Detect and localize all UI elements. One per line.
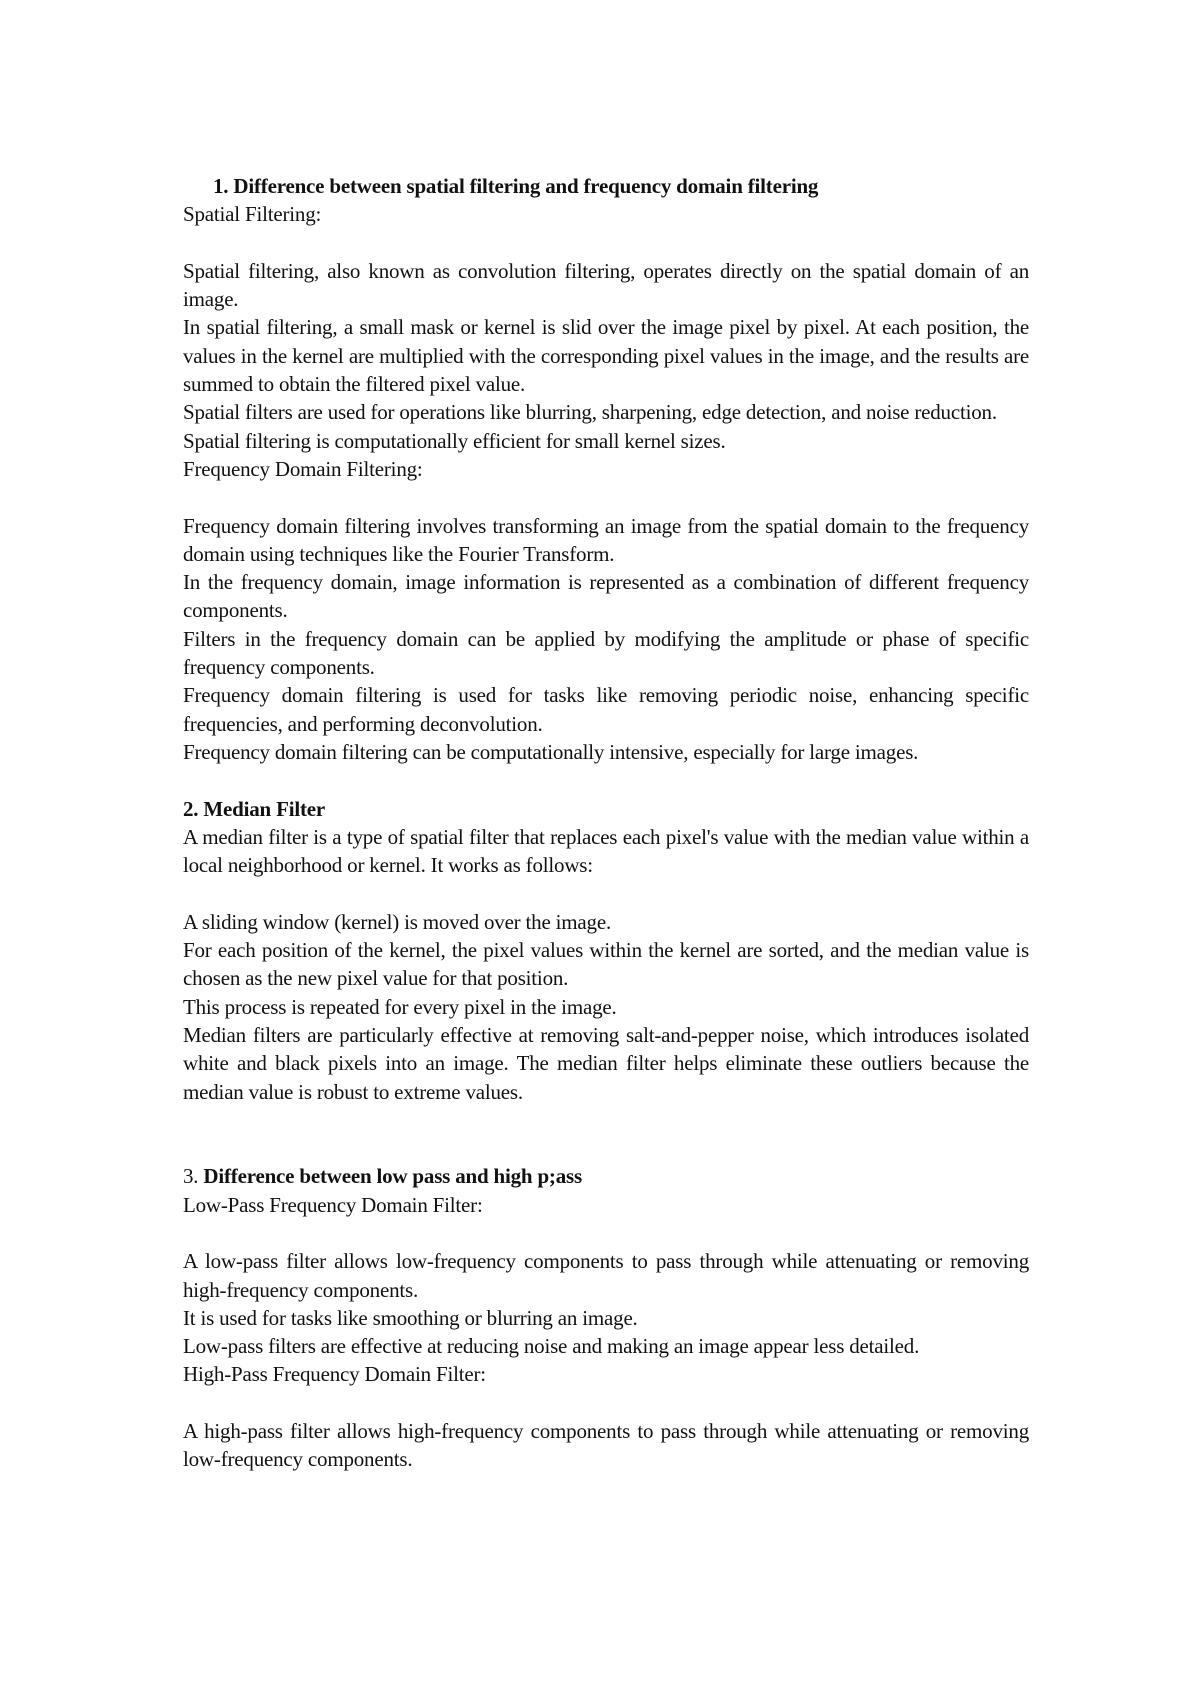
paragraph: For each position of the kernel, the pixel values within the kernel are sorted, and the median value is chosen as the new pixel value for that position. [183,938,1029,991]
paragraph: This process is repeated for every pixel in the image. [183,994,617,1019]
section-2-heading: 2. Median Filter [183,796,326,821]
spacer [183,1389,1029,1417]
high-pass-label: High-Pass Frequency Domain Filter: [183,1362,486,1387]
paragraph: In spatial filtering, a small mask or kernel is slid over the image pixel by pixel. At each position, the values in the kernel are multiplied with the corresponding pixel values in the image, and the results are summed to obtain the filtered pixel value. [183,315,1029,397]
spacer [183,229,1029,257]
paragraph: Spatial filters are used for operations like blurring, sharpening, edge detection, and noise reduction. [183,400,997,425]
paragraph: In the frequency domain, image information is represented as a combination of different frequency components. [183,570,1029,623]
section-1-heading: 1. Difference between spatial filtering and frequency domain filtering [213,174,819,198]
paragraph: Frequency domain filtering can be computationally intensive, especially for large images. [183,739,919,764]
frequency-domain-label: Frequency Domain Filtering: [183,456,423,481]
spatial-filtering-label: Spatial Filtering: [183,202,322,227]
document-body [183,172,1029,1474]
spacer [183,1106,1029,1163]
section-3-heading [183,1162,1029,1190]
low-pass-label: Low-Pass Frequency Domain Filter: [183,1192,483,1217]
paragraph: Low-pass filters are effective at reducing noise and making an image appear less detailed. [183,1334,920,1359]
paragraph: Frequency domain filtering is used for tasks like removing periodic noise, enhancing specific frequencies, and performing deconvolution. [183,683,1029,736]
paragraph: Median filters are particularly effective at removing salt-and-pepper noise, which introduces isolated white and black pixels into an image. The median filter helps eliminate these outliers because the median value is robust to extreme values. [183,1022,1029,1104]
spacer [183,483,1029,511]
paragraph: A low-pass filter allows low-frequency components to pass through while attenuating or removing high-frequency components. [183,1249,1029,1302]
section-3-number: 3. [183,1164,204,1189]
spacer [183,766,1029,794]
paragraph: Filters in the frequency domain can be applied by modifying the amplitude or phase of specific frequency components. [183,626,1029,680]
paragraph: A high-pass filter allows high-frequency components to pass through while attenuating or removing low-frequency components. [183,1419,1029,1472]
paragraph: A sliding window (kernel) is moved over the image. [183,909,611,934]
spacer [183,1219,1029,1247]
paragraph: A median filter is a type of spatial filter that replaces each pixel's value with the median value within a local neighborhood or kernel. It works as follows: [183,824,1029,878]
paragraph: Frequency domain filtering involves transforming an image from the spatial domain to the frequency domain using techniques like the Fourier Transform. [183,513,1029,566]
section-3-title: Difference between low pass and high p;ass [203,1164,582,1189]
paragraph: Spatial filtering is computationally efficient for small kernel sizes. [183,428,726,453]
paragraph: It is used for tasks like smoothing or blurring an image. [183,1305,638,1330]
spacer [183,879,1029,907]
paragraph: Spatial filtering, also known as convolution filtering, operates directly on the spatial domain of an image. [183,258,1029,312]
